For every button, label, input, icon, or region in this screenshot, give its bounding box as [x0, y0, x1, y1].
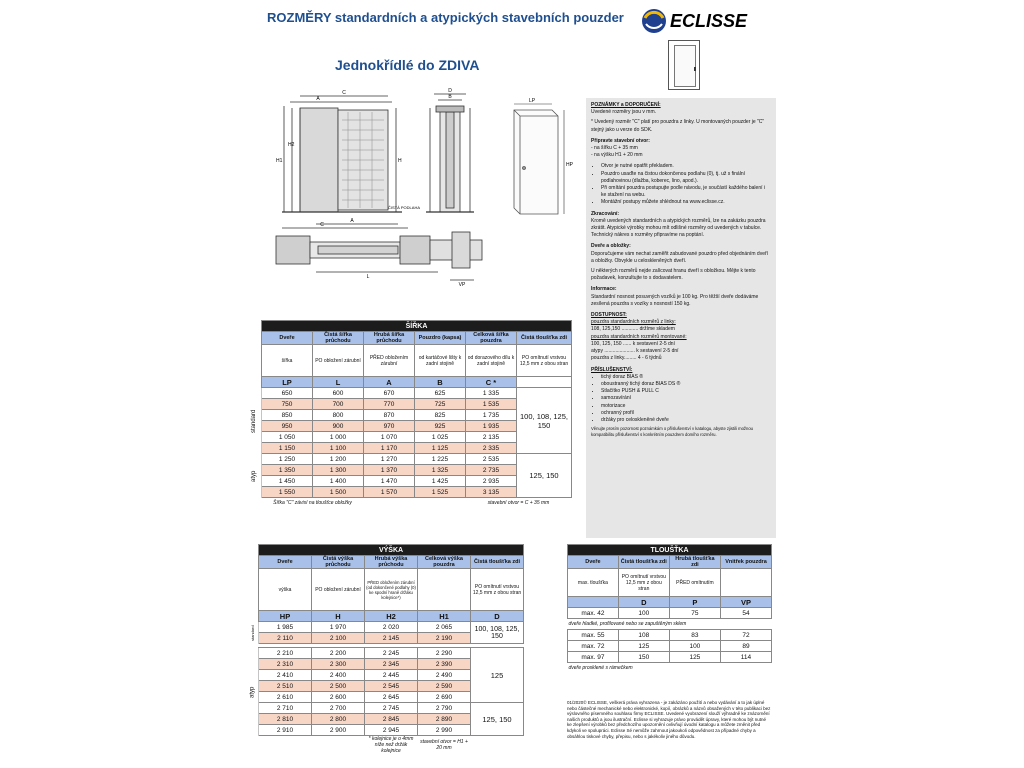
col-header: Celková šířka pouzdra — [466, 332, 517, 345]
width-note-right: stavební otvor = C + 35 mm — [466, 498, 572, 509]
accessory-item: • oboustranný tichý doraz BIAS DS ® — [601, 381, 771, 388]
col-header: Dveře — [262, 332, 313, 345]
table-cell: 1 985 — [259, 622, 312, 633]
bullet-item: • Montážní postupy můžete shlédnout na www.eclisse.cz. — [601, 199, 771, 206]
table-cell: 1 970 — [312, 622, 365, 633]
table-cell: 2 345 — [365, 659, 418, 670]
table-cell: 1 335 — [466, 388, 517, 399]
width-note-left: Šířka "C" závisí na tloušťce obložky — [262, 498, 364, 509]
col-desc: PO omítnutí vrstvou 12,5 mm z obou stran — [517, 345, 572, 377]
table-cell: max. 72 — [568, 641, 619, 652]
technical-drawings — [262, 86, 574, 292]
col-key: H — [312, 611, 365, 622]
table-cell: 2 810 — [259, 714, 312, 725]
accessory-item: • ochranný profil — [601, 410, 771, 417]
col-header: Hrubá šířka průchodu — [364, 332, 415, 345]
col-key: A — [364, 377, 415, 388]
col-desc: od kartáčové lišty k zadní stojině — [415, 345, 466, 377]
table-cell: 2 735 — [466, 465, 517, 476]
col-desc: PO omítnutí vrstvou 12,5 mm z obou stran — [618, 569, 669, 597]
col-header: Dveře — [568, 556, 619, 569]
table-cell: 2 445 — [365, 670, 418, 681]
accessory-item: • držáky pro celoskleněné dveře — [601, 417, 771, 424]
table-cell: 600 — [313, 388, 364, 399]
col-key — [568, 597, 619, 608]
col-header: Celková výška pouzdra — [418, 556, 471, 569]
wall-thickness-cell: 100, 108, 125, 150 — [471, 622, 524, 644]
accessory-item: • motorizace — [601, 403, 771, 410]
col-key: H2 — [365, 611, 418, 622]
width-table — [246, 320, 572, 508]
table-cell: 75 — [669, 608, 720, 619]
table-cell: 770 — [364, 399, 415, 410]
table-cell: 2 600 — [312, 692, 365, 703]
eclisse-logo-mark — [640, 6, 758, 36]
table-cell: 2 335 — [466, 443, 517, 454]
table-cell: 72 — [720, 630, 771, 641]
table-cell: 1 170 — [364, 443, 415, 454]
table-cell: 2 690 — [418, 692, 471, 703]
table-cell: 2 935 — [466, 476, 517, 487]
col-key: LP — [262, 377, 313, 388]
col-desc — [720, 569, 771, 597]
bullet-item: • Pouzdro usaďte na čistou dokončenou podlahu (0), tj. už s finální podlahovinou (dlažba, koberec, lino, apod.). — [601, 171, 771, 185]
table-cell: 1 025 — [415, 432, 466, 443]
thickness-note: dveře prosklené s rámečkem — [568, 663, 772, 674]
table-cell: 700 — [313, 399, 364, 410]
col-desc: PO obložení zárubní — [313, 345, 364, 377]
table-cell: 2 390 — [418, 659, 471, 670]
table-cell: 825 — [415, 410, 466, 421]
table-cell: 2 710 — [259, 703, 312, 714]
table-cell: 2 800 — [312, 714, 365, 725]
col-key: B — [415, 377, 466, 388]
dim-label-p: B — [448, 94, 452, 100]
table-cell: 900 — [313, 421, 364, 432]
table-cell: 2 745 — [365, 703, 418, 714]
availability-title: DOSTUPNOST: — [591, 312, 627, 319]
page-subtitle: Jednokřídlé do ZDIVA — [335, 57, 480, 73]
col-desc: šířka — [262, 345, 313, 377]
table-cell: 2 545 — [365, 681, 418, 692]
dim-label-lp: LP — [528, 98, 536, 104]
plan-label-c: C — [320, 222, 324, 228]
accessory-item: • Stlačítko PUSH & PULL C — [601, 388, 771, 395]
dim-label-h: H — [398, 158, 402, 164]
table-cell: 1 500 — [313, 487, 364, 498]
col-header: Čistá tloušťka zdi — [471, 556, 524, 569]
table-cell: 1 000 — [313, 432, 364, 443]
notes-panel — [586, 98, 776, 538]
table-cell: 83 — [669, 630, 720, 641]
table-cell: 725 — [415, 399, 466, 410]
shorten-title: Zkracování: — [591, 210, 620, 217]
table-cell: 2 100 — [312, 633, 365, 644]
col-desc: max. tloušťka — [568, 569, 619, 597]
col-header: Čistá šířka průchodu — [313, 332, 364, 345]
table-cell: 970 — [364, 421, 415, 432]
width-table-title: ŠÍŘKA — [262, 321, 572, 332]
table-cell: 2 590 — [418, 681, 471, 692]
wall-thickness-cell: 125 — [471, 648, 524, 703]
table-cell: 108 — [618, 630, 669, 641]
table-cell: 89 — [720, 641, 771, 652]
table-cell: 114 — [720, 652, 771, 663]
table-cell: 925 — [415, 421, 466, 432]
table-cell: 1 150 — [262, 443, 313, 454]
table-cell: 2 990 — [418, 725, 471, 736]
thickness-table — [567, 544, 772, 673]
doors-text-2: U některých rozměrů nejde zalícovat hranu dveří s obložkou. Mějte k tento požadavek, konzultujte to s dodavatelem. — [591, 268, 756, 282]
info-text: Standardní nosnost posuvných vozíků je 100 kg. Pro těžší dveře dodáváme zesílená pouzdra s vozíky s nosností 150 kg. — [591, 293, 759, 307]
col-header: Čistá tloušťka zdi — [618, 556, 669, 569]
table-cell: 1 200 — [313, 454, 364, 465]
col-desc: PO omítnutí vrstvou 12,5 mm z obou stran — [471, 569, 524, 611]
table-cell: 2 020 — [365, 622, 418, 633]
logo-text: ECLISSE — [670, 11, 748, 31]
col-header: Dveře — [259, 556, 312, 569]
table-cell: 125 — [669, 652, 720, 663]
table-cell: 2 500 — [312, 681, 365, 692]
table-cell: 2 145 — [365, 633, 418, 644]
table-cell: 2 290 — [418, 648, 471, 659]
table-cell: 1 535 — [466, 399, 517, 410]
col-header: Pouzdro (kapsa) — [415, 332, 466, 345]
table-cell: 2 945 — [365, 725, 418, 736]
info-title: Informace: — [591, 286, 617, 293]
table-cell: 2 490 — [418, 670, 471, 681]
table-cell: 1 270 — [364, 454, 415, 465]
col-desc: PO obložení zárubní — [312, 569, 365, 611]
atyp-label: atyp — [246, 648, 259, 736]
col-header: Hrubá tloušťka zdi — [669, 556, 720, 569]
wall-thickness-cell: 125, 150 — [471, 703, 524, 736]
availability-line: 108, 125,150 ............ držíme skladem — [591, 326, 675, 333]
col-desc: PŘED obložením zárubní — [364, 345, 415, 377]
table-cell: 1 225 — [415, 454, 466, 465]
eclisse-logo — [640, 6, 758, 36]
dim-label-a: A — [316, 96, 320, 102]
table-cell: 2 790 — [418, 703, 471, 714]
col-desc — [418, 569, 471, 611]
doors-text: Doporučujeme vám nechat zaměřit zabudované pouzdro před objednáním dveří a obložky. Obvykle u celoskleněných dveří. — [591, 250, 769, 264]
col-header: Hrubá výška průchodu — [365, 556, 418, 569]
height-table-title: VÝŠKA — [259, 545, 524, 556]
table-cell: 150 — [618, 652, 669, 663]
table-cell: 650 — [262, 388, 313, 399]
col-desc: od dorazového dílu k zadní stojině — [466, 345, 517, 377]
table-cell: 2 210 — [259, 648, 312, 659]
availability-line: atypy ...................... k sestavení 2-5 dní — [591, 348, 679, 355]
table-cell: 2 400 — [312, 670, 365, 681]
col-header: Čistá tloušťka zdi — [517, 332, 572, 345]
bullet-item: • Při omítání pouzdra postupujte podle návodu, je součástí každého balení i ke stažení na webu. — [601, 185, 771, 199]
table-cell: 2 845 — [365, 714, 418, 725]
table-cell: 2 610 — [259, 692, 312, 703]
front-elevation-drawing — [282, 96, 402, 212]
col-desc: výška — [259, 569, 312, 611]
dim-label-h2: H2 — [288, 142, 295, 148]
table-cell: 2 310 — [259, 659, 312, 670]
opening-title: Připravte stavební otvor: — [591, 137, 650, 144]
accessory-item: • tichý doraz BIAS ® — [601, 374, 771, 381]
table-cell: 100 — [618, 608, 669, 619]
table-cell: 625 — [415, 388, 466, 399]
table-cell: max. 42 — [568, 608, 619, 619]
col-key: D — [471, 611, 524, 622]
doors-title: Dveře a obložky: — [591, 243, 631, 250]
table-cell: 1 525 — [415, 487, 466, 498]
table-cell: 1 470 — [364, 476, 415, 487]
table-cell: 750 — [262, 399, 313, 410]
thickness-table-title: TLOUŠŤKA — [568, 545, 772, 556]
table-cell: 800 — [313, 410, 364, 421]
table-cell: 1 350 — [262, 465, 313, 476]
opening-width: - na šířku C + 35 mm — [591, 145, 638, 152]
plan-label-l: L — [366, 274, 370, 280]
availability-line: pouzdra standardních rozměrů montované: — [591, 333, 687, 340]
atyp-label: atyp — [246, 454, 262, 498]
table-cell: 1 325 — [415, 465, 466, 476]
table-cell: 2 645 — [365, 692, 418, 703]
door-leaf-drawing — [514, 110, 558, 214]
col-desc: PŘED omítnutím — [669, 569, 720, 597]
table-cell: 1 050 — [262, 432, 313, 443]
table-cell: 2 890 — [418, 714, 471, 725]
standard-label: standard — [246, 622, 259, 644]
table-cell: 1 425 — [415, 476, 466, 487]
accessory-item: • samozavírání — [601, 395, 771, 402]
col-key: C * — [466, 377, 517, 388]
availability-line: pouzdra standardních rozměrů z linky: — [591, 319, 676, 326]
table-cell: 1 300 — [313, 465, 364, 476]
dim-label-d: D — [448, 88, 452, 94]
table-cell: 850 — [262, 410, 313, 421]
dim-label-h1: H1 — [276, 158, 283, 164]
dim-label-hp: HP — [566, 162, 573, 168]
table-cell: 100 — [669, 641, 720, 652]
table-cell: 870 — [364, 410, 415, 421]
availability-line: pouzdra z linky......... 4 - 6 týdnů — [591, 355, 662, 362]
plan-label-a: A — [350, 218, 354, 224]
accessories-note: Věnujte prosím pozornost poznámkám o příslušenství v katalogu, abyste zjistili možnou kompatibilitu příslušenství s konkrétním pouzdrem domího rozměru. — [591, 426, 753, 437]
table-cell: 2 510 — [259, 681, 312, 692]
legal-notice: 01/2020© ECLISSE, veškerá práva vyhrazena - je zakázáno použití a nebo vydávání a to jak úplné nebo částečné mechanické nebo elektronické, kopií, obrázků a názvů obsažených v této publikaci bez výslovného písemného souhlasu firmy ECLISSE. Uvedené vyobrazení slouží výhradně ke znázornění našich produktů a jsou ilustrační. Eclisse si vyhrazuje právo provádět úpravy, které mohou být nutné ke zlepšení výrobků bez předchozího upozornění ovlivňují úvodní katalogu a můžete změnit před kdykoli ve spolupráci. Eclisse Sé nemůže zahrnout jakoukoli odpovědnost za případné chyby a obsáhlou tiskové chyby, přepisu, nebo s jakékoliv jiného důvodu. — [567, 700, 771, 739]
col-key: VP — [720, 597, 771, 608]
dim-label-c: C — [342, 90, 346, 96]
accessories-title: PŘÍSLUŠENSTVÍ: — [591, 366, 633, 373]
shorten-text: Kromě uvedených standardních a atypických rozměrů, lze na zakázku pouzdra zkrátit. Atypické výrobky mohou mít odlišné rozměry od uvedených v tabulce. Technický nákres s rozměry připravíme na poptání. — [591, 217, 766, 239]
notes-units: Uvedené rozměry jsou v mm. — [591, 109, 657, 116]
table-cell: 1 935 — [466, 421, 517, 432]
table-cell: 2 535 — [466, 454, 517, 465]
table-cell: 54 — [720, 608, 771, 619]
table-cell: 2 700 — [312, 703, 365, 714]
table-cell: 1 570 — [364, 487, 415, 498]
col-desc: PŘED obložením zárubní (od dokončené podlahy (0) ke spodní hraně držáku kolejnice*) — [365, 569, 418, 611]
table-cell: 2 910 — [259, 725, 312, 736]
notes-title: POZNÁMKY a DOPORUČENÍ: — [591, 102, 661, 108]
section-drawing — [426, 94, 474, 212]
opening-height: - na výšku H1 + 20 mm — [591, 152, 643, 159]
table-cell: 2 300 — [312, 659, 365, 670]
table-cell: 670 — [364, 388, 415, 399]
col-header: Vnitřek pouzdra — [720, 556, 771, 569]
col-key: P — [669, 597, 720, 608]
plan-label-vp: VP — [458, 282, 466, 288]
bullet-item: • Otvor je nutné opatřit překladem. — [601, 163, 771, 170]
table-cell: 950 — [262, 421, 313, 432]
table-cell: 1 400 — [313, 476, 364, 487]
col-key: H1 — [418, 611, 471, 622]
height-table — [246, 544, 524, 754]
table-cell: 1 450 — [262, 476, 313, 487]
table-cell: 2 065 — [418, 622, 471, 633]
table-cell: 2 245 — [365, 648, 418, 659]
height-note-left: * kolejnice je o 4mm níže než držák kolejnice — [365, 736, 418, 755]
table-cell: 2 200 — [312, 648, 365, 659]
standard-label: standard — [246, 388, 262, 454]
table-cell: 2 410 — [259, 670, 312, 681]
header-title: ROZMĚRY standardních a atypických stavebních pouzder — [267, 10, 624, 25]
table-cell: 1 550 — [262, 487, 313, 498]
floor-label: ČISTÁ PODLAHA — [388, 205, 421, 210]
table-cell: 3 135 — [466, 487, 517, 498]
availability-line: 100, 125, 150 ...... k sestavení 2-5 dní — [591, 340, 675, 347]
table-cell: 125 — [618, 641, 669, 652]
thickness-note: dveře hladké, profilované nebo se zapuštěným sklem — [568, 619, 772, 630]
table-cell: max. 97 — [568, 652, 619, 663]
table-cell: 2 900 — [312, 725, 365, 736]
installation-bullets — [591, 163, 771, 206]
door-thumbnail-icon — [668, 40, 700, 90]
wall-thickness-cell: 125, 150 — [517, 454, 572, 498]
table-cell: 2 135 — [466, 432, 517, 443]
table-cell: 2 190 — [418, 633, 471, 644]
table-cell: 2 110 — [259, 633, 312, 644]
table-cell: 1 100 — [313, 443, 364, 454]
table-cell: 1 250 — [262, 454, 313, 465]
wall-thickness-cell: 100, 108, 125, 150 — [517, 388, 572, 454]
notes-c-dimension: * Uvedený rozměr "C" platí pro pouzdra z linky. U montovaných pouzder je "C" stejný jako u verze do SDK. — [591, 119, 765, 133]
height-note-right: stavební otvor = H1 + 20 mm — [418, 736, 471, 755]
plan-drawing — [276, 224, 482, 280]
accessories-list — [591, 374, 771, 424]
table-cell: 1 370 — [364, 465, 415, 476]
col-key: D — [618, 597, 669, 608]
col-key: HP — [259, 611, 312, 622]
table-cell: max. 55 — [568, 630, 619, 641]
col-header: Čistá výška průchodu — [312, 556, 365, 569]
table-cell: 1 735 — [466, 410, 517, 421]
table-cell: 1 070 — [364, 432, 415, 443]
table-cell: 1 125 — [415, 443, 466, 454]
col-key: L — [313, 377, 364, 388]
